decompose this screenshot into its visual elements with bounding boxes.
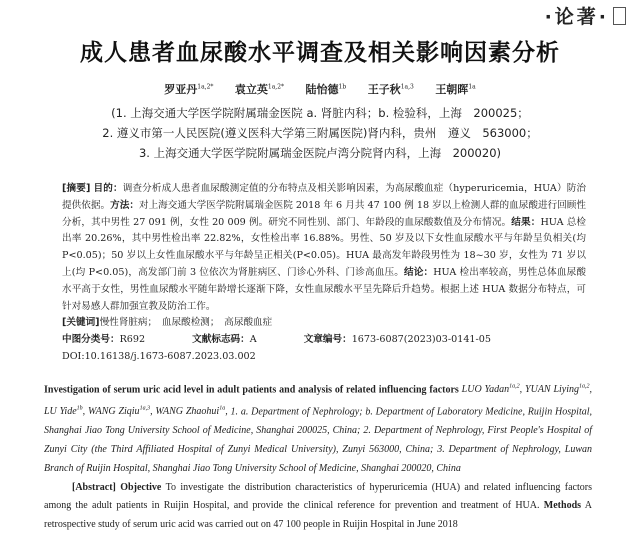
en-author: WANG Zhaohui$^{1a}$,	[155, 406, 228, 418]
en-author: LU Yide$^{1b}$,	[44, 406, 86, 418]
author: 陆怡德$^{1b}$	[305, 83, 347, 96]
abstract-body: [摘要] 目的：调查分析成人患者血尿酸测定值的分布特点及相关影响因素，为高尿酸血症（hyperuricemia，HUA）防治提供依据。方法：对上海交通大学医学院附属瑞金医院 2018 年 6 月共 47 100 例 18 岁以上检测人群的血尿酸进行回顾性分析，其中男性 27 091 例，女性 20 009 例。研究不同性别、部门、年龄段的血尿酸数值及分布情况。结果：HUA 总检出率 20.26%，其中男性检出率 22.82%，女性检出率 16.88%。男性、50 岁及以下女性血尿酸水平与年龄呈负相关(均 P<0.05)；50 岁以上女性血尿酸水平与年龄呈正相关(P<0.05)。HUA 最高发年龄段男性为 18~30 岁，女性为 71 岁以上(均 P<0.05)，高发部门前 3 位依次为肾脏病区、门诊心外科、门诊高血压。结论：HUA 检出率较高，男性总体血尿酸水平高于女性，男性血尿酸水平随年龄增长逐渐下降，女性血尿酸水平呈先降后升趋势。根据上述 HUA 数据分布特点，可针对易感人群加强宣教及防治工作。	[62, 183, 587, 312]
author: 王子秋$^{1a,3}$	[367, 83, 414, 96]
english-affiliations: 1. a. Department of Nephrology; b. Department of Laboratory Medicine, Ruijin Hospital, Shanghai Jiao Tong University School of Medicine, Shanghai 200025, China; 2. Department of Nephrology, First People's Hospital of Zunyi City (the Third Affiliated Hospital of Zunyi Medical University), Zunyi 563000, China; 3. Department of Nephrology, Luwan Branch of Ruijin Hospital, Shanghai Jiao Tong University School of Medicine, Shanghai 200020, China	[44, 406, 592, 474]
doi: DOI:10.16138/j.1673-6087.2023.03.002	[62, 350, 256, 362]
keywords: [关键词]慢性肾脏病； 血尿酸检测； 高尿酸血症	[62, 317, 273, 329]
section-tag-box	[613, 7, 626, 25]
author: 王朝晖$^{1a}$	[435, 83, 476, 96]
article-title: 成人患者血尿酸水平调查及相关影响因素分析	[80, 40, 560, 66]
en-author: YUAN Liying$^{1a,2}$,	[525, 384, 593, 396]
en-author: WANG Ziqiu$^{1a,3}$,	[87, 406, 153, 418]
author: 袁立英$^{1a,2*}$	[234, 83, 285, 96]
classification-row: 中图分类号：R692 文献标志码：A 文章编号：1673-6087(2023)03-0141-05	[62, 334, 491, 346]
english-abstract-body: [Abstract] Objective To investigate the distribution characteristics of hyperuricemia (HUA) and related influencing factors among the adult patients in Ruijin Hospital, and provide the clinical reference for prevention and treatment of HUA. Methods A retrospective study of serum uric acid was carried out on 47 100 people in Ruijin Hospital in June 2018	[44, 481, 593, 531]
affiliation-line: 3. 上海交通大学医学院附属瑞金医院卢湾分院肾内科，上海 200020)	[138, 146, 501, 160]
affiliation-line: 2. 遵义市第一人民医院(遵义医科大学第三附属医院)肾内科，贵州 遵义 563000；	[102, 126, 538, 140]
affiliations	[0, 103, 640, 163]
english-header	[44, 378, 592, 479]
chinese-abstract	[62, 181, 586, 366]
english-title: Investigation of serum uric acid level in adult patients and analysis of related influencing factors	[44, 384, 459, 396]
affiliation-line: (1. 上海交通大学医学院附属瑞金医院 a. 肾脏内科；b. 检验科，上海 200025；	[111, 106, 529, 120]
english-abstract	[44, 378, 592, 535]
section-tag: ·论著·	[545, 2, 626, 29]
author-list	[0, 81, 640, 97]
en-author: LUO Yadan$^{1a,2}$,	[461, 384, 523, 396]
author: 罗亚丹$^{1a,2*}$	[164, 83, 214, 96]
